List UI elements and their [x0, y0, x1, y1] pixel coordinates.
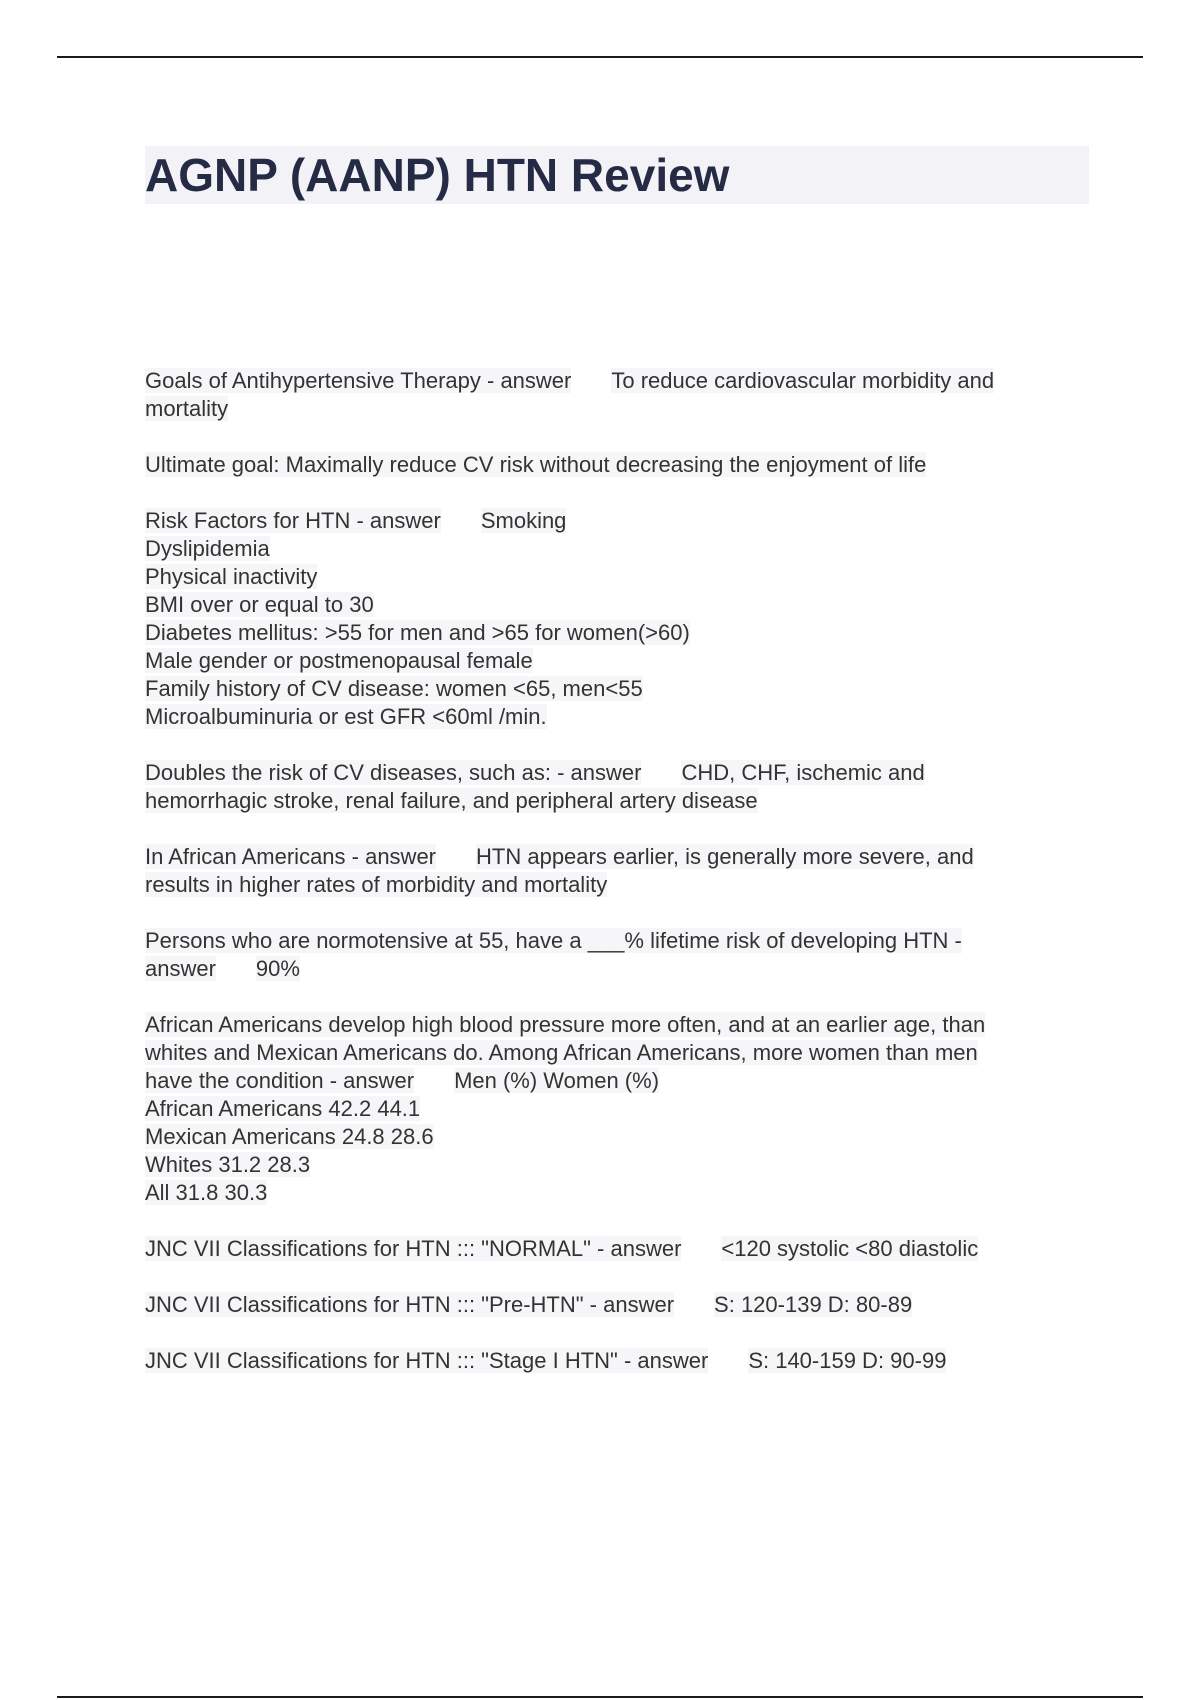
- question-text: Risk Factors for HTN - answer: [145, 508, 441, 533]
- line-text: Diabetes mellitus: >55 for men and >65 for women(>60): [145, 620, 690, 645]
- text-line: [145, 703, 1085, 731]
- line-text: Whites 31.2 28.3: [145, 1152, 311, 1177]
- top-rule: [57, 56, 1143, 58]
- line-text: African Americans develop high blood pressure more often, and at an earlier age, than: [145, 1012, 986, 1037]
- line-text: hemorrhagic stroke, renal failure, and peripheral artery disease: [145, 788, 758, 813]
- answer-text: S: 140-159 D: 90-99: [748, 1348, 947, 1373]
- line-text: BMI over or equal to 30: [145, 592, 374, 617]
- text-line: [145, 647, 1085, 675]
- text-line: [145, 927, 1085, 955]
- text-line: [145, 619, 1085, 647]
- question-answer-line: [145, 955, 1085, 983]
- question-answer-line: [145, 507, 1085, 535]
- answer-text: Smoking: [480, 508, 567, 533]
- text-line: [145, 591, 1085, 619]
- text-line: [145, 787, 1085, 815]
- question-text: Goals of Antihypertensive Therapy - answer: [145, 368, 572, 393]
- document-body: [145, 367, 1085, 1403]
- line-text: African Americans 42.2 44.1: [145, 1096, 421, 1121]
- line-text: Family history of CV disease: women <65, men<55: [145, 676, 643, 701]
- text-line: [145, 1095, 1085, 1123]
- question-text: answer: [145, 956, 216, 981]
- question-answer-line: [145, 1235, 1085, 1263]
- question-answer-line: [145, 843, 1085, 871]
- line-text: Dyslipidemia: [145, 536, 270, 561]
- text-line: [145, 871, 1085, 899]
- line-text: results in higher rates of morbidity and mortality: [145, 872, 608, 897]
- question-text: JNC VII Classifications for HTN ::: "Pre-HTN" - answer: [145, 1292, 675, 1317]
- line-text: Mexican Americans 24.8 28.6: [145, 1124, 434, 1149]
- flashcard-entry: [145, 1347, 1085, 1375]
- question-text: In African Americans - answer: [145, 844, 437, 869]
- question-text: have the condition - answer: [145, 1068, 415, 1093]
- answer-text: <120 systolic <80 diastolic: [721, 1236, 979, 1261]
- line-text: whites and Mexican Americans do. Among African Americans, more women than men: [145, 1040, 978, 1065]
- line-text: All 31.8 30.3: [145, 1180, 268, 1205]
- flashcard-entry: [145, 1011, 1085, 1207]
- flashcard-entry: [145, 759, 1085, 815]
- line-text: Male gender or postmenopausal female: [145, 648, 533, 673]
- answer-text: 90%: [255, 956, 300, 981]
- bottom-rule: [57, 1696, 1143, 1698]
- question-answer-line: [145, 1291, 1085, 1319]
- text-line: [145, 395, 1085, 423]
- question-answer-line: [145, 759, 1085, 787]
- flashcard-entry: [145, 367, 1085, 423]
- answer-text: S: 120-139 D: 80-89: [714, 1292, 913, 1317]
- text-line: [145, 535, 1085, 563]
- text-line: [145, 563, 1085, 591]
- flashcard-entry: [145, 843, 1085, 899]
- question-text: JNC VII Classifications for HTN ::: "Stage I HTN" - answer: [145, 1348, 709, 1373]
- question-answer-line: [145, 1347, 1085, 1375]
- text-line: [145, 1179, 1085, 1207]
- question-text: Doubles the risk of CV diseases, such as: - answer: [145, 760, 642, 785]
- answer-text: CHD, CHF, ischemic and: [681, 760, 925, 785]
- line-text: Ultimate goal: Maximally reduce CV risk without decreasing the enjoyment of life: [145, 452, 927, 477]
- flashcard-entry: [145, 451, 1085, 479]
- text-line: [145, 675, 1085, 703]
- text-line: [145, 1011, 1085, 1039]
- flashcard-entry: [145, 927, 1085, 983]
- answer-text: To reduce cardiovascular morbidity and: [611, 368, 995, 393]
- line-text: Physical inactivity: [145, 564, 318, 589]
- question-answer-line: [145, 1067, 1085, 1095]
- text-line: [145, 451, 1085, 479]
- line-text: mortality: [145, 396, 229, 421]
- text-line: [145, 1039, 1085, 1067]
- line-text: Persons who are normotensive at 55, have a ___% lifetime risk of developing HTN -: [145, 928, 962, 953]
- document-title: AGNP (AANP) HTN Review: [145, 149, 730, 201]
- text-line: [145, 1123, 1085, 1151]
- flashcard-entry: [145, 1235, 1085, 1263]
- answer-text: HTN appears earlier, is generally more severe, and: [476, 844, 974, 869]
- flashcard-entry: [145, 1291, 1085, 1319]
- text-line: [145, 1151, 1085, 1179]
- answer-text: Men (%) Women (%): [454, 1068, 660, 1093]
- line-text: Microalbuminuria or est GFR <60ml /min.: [145, 704, 547, 729]
- question-text: JNC VII Classifications for HTN ::: "NORMAL" - answer: [145, 1236, 682, 1261]
- flashcard-entry: [145, 507, 1085, 731]
- question-answer-line: [145, 367, 1085, 395]
